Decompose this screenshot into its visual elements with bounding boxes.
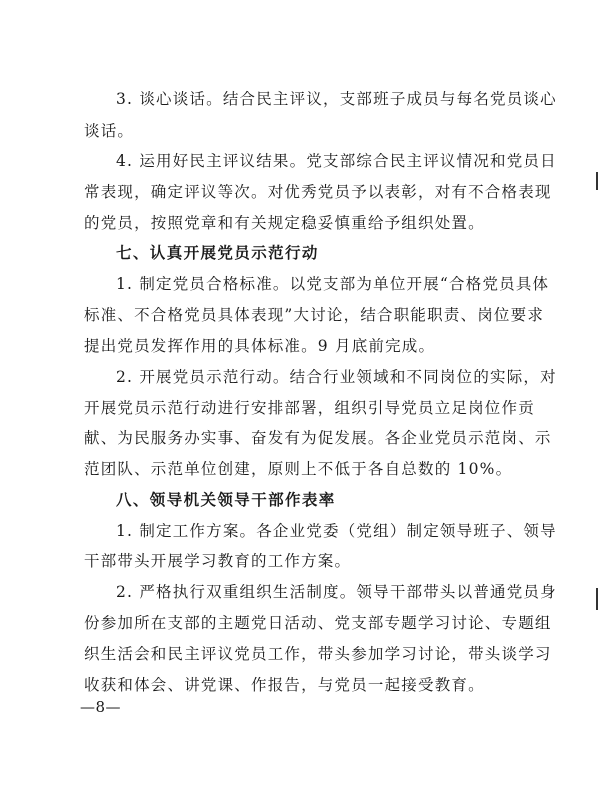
paragraph-8-1-line-1: 1. 制定工作方案。各企业党委（党组）制定领导班子、领导	[116, 522, 557, 540]
scan-edge-mark-bottom	[596, 588, 598, 610]
section-heading-8: 八、领导机关领导干部作表率	[116, 491, 336, 509]
paragraph-7-2-line-3: 献、为民服务办实事、奋发有为促发展。各企业党员示范岗、示	[84, 429, 552, 447]
paragraph-7-1-line-3: 提出党员发挥作用的具体标准。9 月底前完成。	[84, 337, 436, 355]
paragraph-8-2-line-1: 2. 严格执行双重组织生活制度。领导干部带头以普通党员身	[116, 583, 557, 601]
paragraph-7-2-line-4: 范团队、示范单位创建，原则上不低于各自总数的 10%。	[84, 460, 513, 478]
paragraph-4-line-3: 的党员，按照党章和有关规定稳妥慎重给予组织处置。	[84, 214, 485, 232]
scan-edge-mark-top	[596, 172, 598, 190]
paragraph-3-line-2: 谈话。	[84, 122, 135, 140]
paragraph-4-line-2: 常表现，确定评议等次。对优秀党员予以表彰，对有不合格表现	[84, 183, 552, 201]
paragraph-7-1-line-2: 标准、不合格党员具体表现”大讨论，结合职能职责、岗位要求	[84, 306, 545, 324]
page-number: —8—	[80, 698, 122, 716]
paragraph-8-2-line-2: 份参加所在支部的主题党日活动、党支部专题学习讨论、专题组	[84, 614, 552, 632]
paragraph-7-1-line-1: 1. 制定党员合格标准。以党支部为单位开展“合格党员具体	[116, 275, 550, 293]
paragraph-8-2-line-3: 织生活会和民主评议党员工作，带头参加学习讨论，带头谈学习	[84, 645, 552, 663]
paragraph-7-2-line-2: 开展党员示范行动进行安排部署，组织引导党员立足岗位作贡	[84, 399, 535, 417]
section-heading-7: 七、认真开展党员示范行动	[116, 244, 319, 262]
paragraph-8-2-line-4: 收获和体会、讲党课、作报告，与党员一起接受教育。	[84, 676, 485, 694]
paragraph-3-line-1: 3. 谈心谈话。结合民主评议，支部班子成员与每名党员谈心	[116, 90, 557, 108]
paragraph-8-1-line-2: 干部带头开展学习教育的工作方案。	[84, 552, 352, 570]
paragraph-4-line-1: 4. 运用好民主评议结果。党支部综合民主评议情况和党员日	[116, 152, 557, 170]
paragraph-7-2-line-1: 2. 开展党员示范行动。结合行业领域和不同岗位的实际，对	[116, 368, 557, 386]
